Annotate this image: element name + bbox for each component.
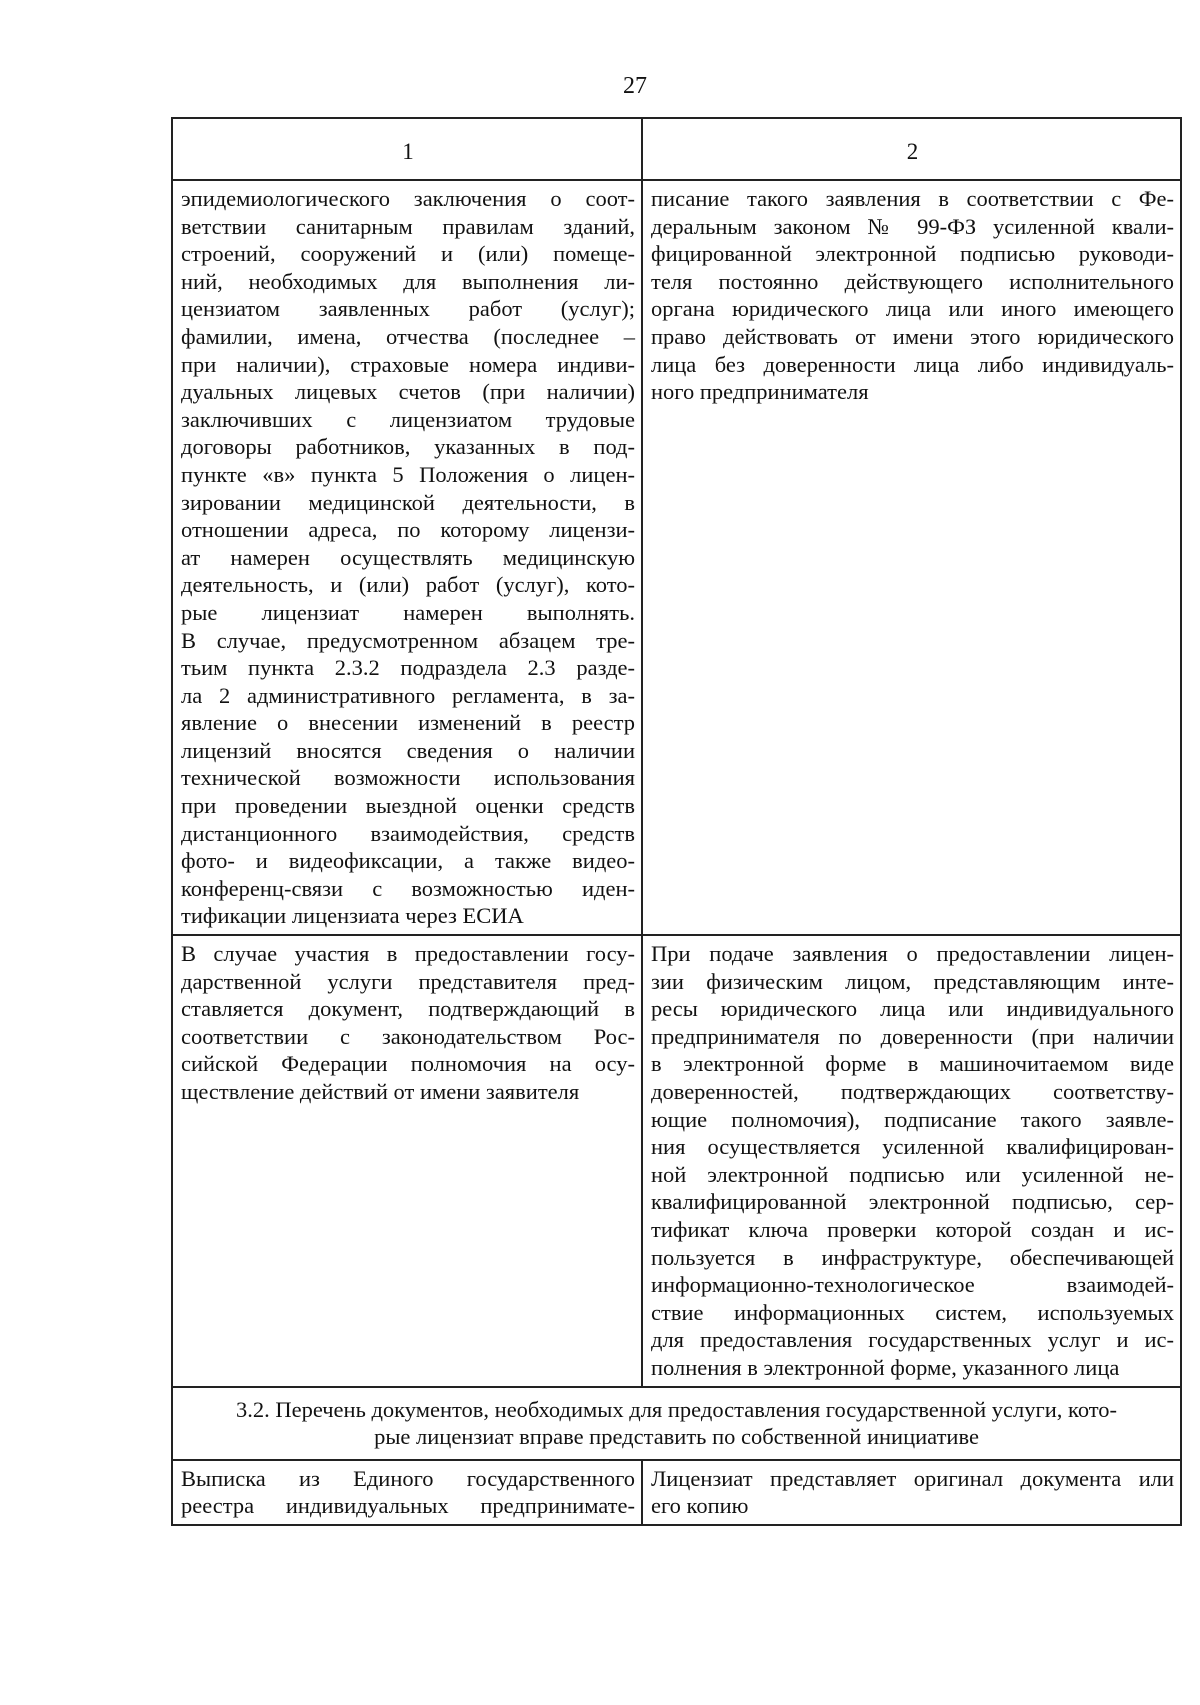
- text-line: фицированной электронной подписью руководи-: [651, 241, 1174, 267]
- text-line: зировании медицинской деятельности, в: [181, 489, 635, 515]
- text-line: при проведении выездной оценки средств: [181, 793, 635, 819]
- table-cell-col1: [172, 935, 642, 1387]
- text-line: рые лицензиат вправе представить по собственной инициативе: [374, 1424, 979, 1450]
- text-line: ла 2 административного регламента, в за-: [181, 682, 635, 708]
- text-line: право действовать от имени этого юридического: [651, 323, 1174, 349]
- text-line: технической возможности использования: [181, 765, 635, 791]
- text-line: ветствии санитарным правилам зданий,: [181, 213, 635, 239]
- text-line: рые лицензиат намерен выполнять.: [181, 599, 635, 625]
- text-line: дуальных лицевых счетов (при наличии): [181, 379, 635, 405]
- text-line: предпринимателя по доверенности (при наличии: [651, 1023, 1174, 1049]
- document-table: [171, 117, 1182, 1526]
- text-line: ствие информационных систем, используемых: [651, 1299, 1174, 1325]
- table-row: [172, 1460, 1181, 1525]
- text-line: ния осуществляется усиленной квалифицирован-: [651, 1134, 1174, 1160]
- text-line: Выписка из Единого государственного: [181, 1465, 635, 1491]
- text-line: его копию: [651, 1493, 749, 1519]
- text-line: тификат ключа проверки которой создан и ис-: [651, 1216, 1174, 1242]
- table-header-row: [172, 118, 1181, 180]
- text-line: договоры работников, указанных в под-: [181, 434, 635, 460]
- text-line: лица без доверенности лица либо индивидуаль-: [651, 351, 1174, 377]
- text-line: тьим пункта 2.3.2 подраздела 2.3 разде-: [181, 655, 635, 681]
- text-line: цензиатом заявленных работ (услуг);: [181, 296, 635, 322]
- text-line: пользуется в инфраструктуре, обеспечивающей: [651, 1244, 1174, 1270]
- text-line: конференц-связи с возможностью иден-: [181, 875, 635, 901]
- text-line: ной электронной подписью или усиленной не-: [651, 1161, 1174, 1187]
- page-number: 27: [623, 73, 647, 99]
- text-line: квалифицированной электронной подписью, сер-: [651, 1189, 1174, 1215]
- table-cell-col2: [642, 1460, 1181, 1525]
- text-line: органа юридического лица или иного имеющего: [651, 296, 1174, 322]
- text-line: для предоставления государственных услуг и ис-: [651, 1327, 1174, 1353]
- text-line: соответствии с законодательством Рос-: [181, 1023, 635, 1049]
- text-line: теля постоянно действующего исполнительного: [651, 268, 1174, 294]
- text-line: Лицензиат представляет оригинал документа или: [651, 1465, 1174, 1491]
- text-line: эпидемиологического заключения о соот-: [181, 186, 635, 211]
- text-line: зии физическим лицом, представляющим инте-: [651, 968, 1174, 994]
- text-line: ат намерен осуществлять медицинскую: [181, 544, 635, 570]
- text-line: реестра индивидуальных предпринимате-: [181, 1493, 635, 1519]
- text-line: пункте «в» пункта 5 Положения о лицен-: [181, 461, 635, 487]
- text-line: строений, сооружений и (или) помеще-: [181, 241, 635, 267]
- text-line: дарственной услуги представителя пред-: [181, 968, 635, 994]
- text-line: ставляется документ, подтверждающий в: [181, 996, 635, 1022]
- table-cell-col1: [172, 180, 642, 935]
- section-heading-row: [172, 1387, 1181, 1460]
- text-line: фамилии, имена, отчества (последнее –: [181, 323, 635, 349]
- text-line: писание такого заявления в соответствии с Фе-: [651, 186, 1174, 211]
- section-heading: [172, 1387, 1181, 1460]
- text-line: фото- и видеофиксации, а также видео-: [181, 848, 635, 874]
- text-line: отношении адреса, по которому лицензи-: [181, 517, 635, 543]
- text-line: информационно-технологическое взаимодей-: [651, 1272, 1174, 1298]
- text-line: доверенностей, подтверждающих соответству-: [651, 1079, 1174, 1104]
- text-line: ного предпринимателя: [651, 379, 869, 405]
- text-line: При подаче заявления о предоставлении лицен-: [651, 941, 1174, 967]
- text-line: в электронной форме в машиночитаемом виде: [651, 1051, 1174, 1077]
- table-cell-col2: [642, 180, 1181, 935]
- text-line: ресы юридического лица или индивидуального: [651, 996, 1174, 1022]
- table-row: [172, 935, 1181, 1387]
- text-line: дистанционного взаимодействия, средств: [181, 820, 635, 846]
- text-line: деятельность, и (или) работ (услуг), кото-: [181, 572, 635, 598]
- table-cell-col2: [642, 935, 1181, 1387]
- header-cell-1: 1: [172, 118, 642, 180]
- text-line: лицензий вносятся сведения о наличии: [181, 737, 635, 763]
- text-line: В случае участия в предоставлении госу-: [181, 941, 635, 967]
- header-cell-2: 2: [642, 118, 1181, 180]
- text-line: В случае, предусмотренном абзацем тре-: [181, 627, 635, 653]
- text-line: тификации лицензиата через ЕСИА: [181, 903, 524, 929]
- text-line: сийской Федерации полномочия на осу-: [181, 1051, 635, 1077]
- text-line: ний, необходимых для выполнения ли-: [181, 268, 635, 294]
- text-line: при наличии), страховые номера индиви-: [181, 351, 635, 377]
- text-line: заключивших с лицензиатом трудовые: [181, 406, 635, 432]
- text-line: явление о внесении изменений в реестр: [181, 710, 635, 736]
- text-line: деральным законом № 99-ФЗ усиленной квали-: [651, 213, 1174, 239]
- text-line: ществление действий от имени заявителя: [181, 1079, 580, 1104]
- text-line: 3.2. Перечень документов, необходимых для предоставления государственной услуги, кото-: [235, 1396, 1118, 1422]
- table-row: [172, 180, 1181, 935]
- table-cell-col1: [172, 1460, 642, 1525]
- text-line: полнения в электронной форме, указанного лица: [651, 1354, 1120, 1380]
- text-line: ющие полномочия), подписание такого заявле-: [651, 1106, 1174, 1132]
